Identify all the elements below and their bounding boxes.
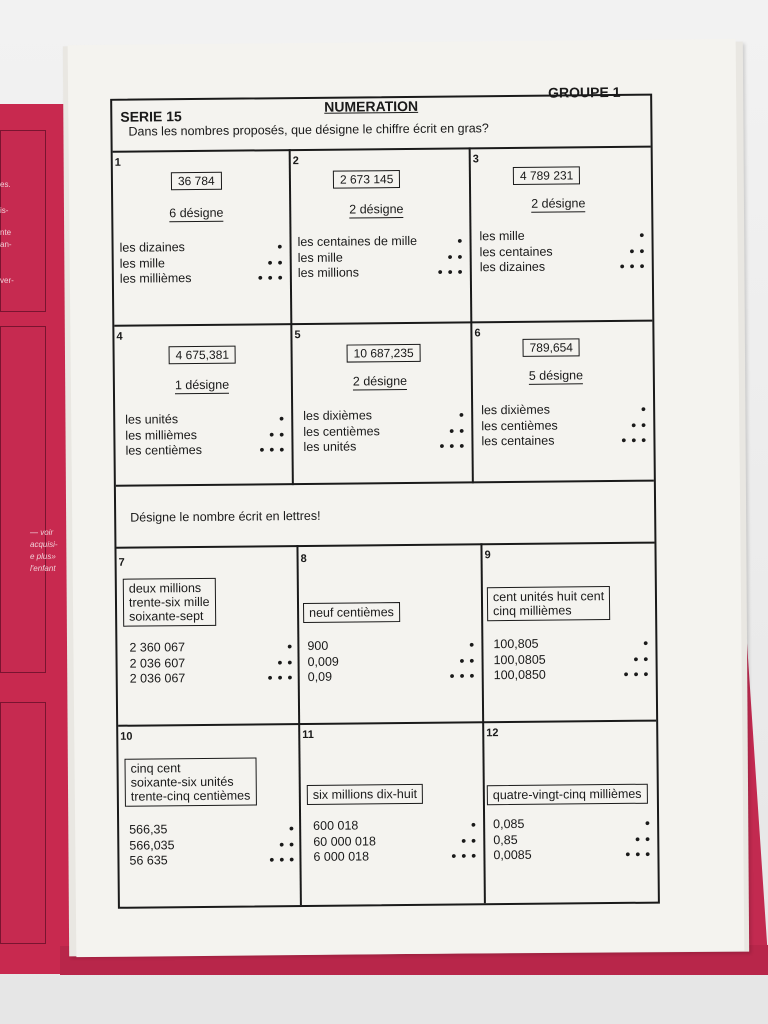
dot-markers [251,411,285,458]
worksheet [68,39,745,957]
two-dot-marker: ● ● [459,654,476,665]
one-dot-marker: ● [640,403,648,414]
dot-markers [429,407,465,454]
one-dot-marker: ● [458,409,466,420]
option-text: les centaines [479,244,553,259]
item-number: 10 [120,730,133,743]
answer-options [313,818,376,865]
item-number: 11 [302,728,314,742]
answer-options [129,640,185,687]
words-box [307,784,423,805]
option-text: 2 360 067 [129,640,186,655]
two-dot-marker: ● ● [267,256,284,267]
designe-label: 2 désigne [349,202,404,217]
item-number: 2 [292,155,299,168]
words-line: quatre-vingt-cinq millièmes [492,786,642,803]
two-dot-marker: ● ● [634,833,652,844]
answer-options [481,403,558,450]
option-text: 100,0850 [493,667,546,683]
option-text: les millions [297,265,360,281]
dot-markers [259,821,295,868]
dot-markers [609,228,645,275]
exercise-cell [482,544,656,722]
words-line: soixante-six unités [130,774,234,790]
option-text: 100,805 [493,636,539,652]
option-text: les unités [125,412,179,427]
option-text: les mille [297,250,343,265]
option-text: 56 635 [129,853,168,868]
dot-markers [250,239,284,286]
exercise-cell [298,545,482,723]
left-page-box [0,326,46,673]
three-dot-marker: ● ● ● [259,444,286,455]
two-dot-marker: ● ● [630,419,648,430]
one-dot-marker: ● [278,413,286,424]
option-text: 100,0805 [493,652,546,667]
designe-label: 2 désigne [352,373,408,389]
number-box: 789,654 [522,338,580,357]
dot-markers [439,637,475,684]
option-text: les centaines de mille [297,233,418,250]
words-line: cent unités huit cent [492,589,605,605]
words-box [487,784,648,806]
question-text: Dans les nombres proposés, que désigne le chiffre écrit en gras? [128,121,489,139]
item-number: 4 [116,330,123,343]
option-text: les unités [303,439,357,454]
exercise-cell [118,725,300,907]
number-box: 10 687,235 [347,344,421,363]
words-line: soixante-sept [129,608,204,624]
one-dot-marker: ● [638,229,646,240]
answer-options [297,234,417,282]
item-number: 3 [472,153,479,166]
exercise-cell [292,323,472,483]
option-text: 2 036 607 [129,655,186,671]
three-dot-marker: ● ● ● [623,668,650,679]
option-text: 0,085 [493,816,525,832]
option-text: 60 000 018 [313,833,376,849]
exercise-cell [291,149,471,323]
one-dot-marker: ● [468,639,476,650]
left-page-fragment: — voir [30,528,54,537]
left-page-fragment: nte [0,228,12,237]
exercise-cell [472,322,654,482]
option-text: 6 000 018 [313,849,370,864]
two-dot-marker: ● ● [448,424,466,436]
groupe-label: GROUPE 1 [548,83,621,101]
option-text: les centièmes [303,423,380,439]
one-dot-marker: ● [288,823,296,834]
answer-options [303,408,380,455]
left-page-fragment: acquisi- [30,540,58,549]
exercise-cell [113,151,291,325]
one-dot-marker: ● [642,637,650,648]
option-text: 900 [307,638,329,653]
item-number: 7 [118,556,125,569]
words-box [123,578,216,627]
three-dot-marker: ● ● ● [619,260,646,271]
two-dot-marker: ● ● [277,656,294,667]
answer-options [125,412,202,459]
dot-markers [429,233,463,280]
dot-markers [441,817,477,864]
number-box: 36 784 [171,172,222,190]
option-text: 566,35 [129,822,168,837]
option-text: 0,85 [493,832,518,847]
one-dot-marker: ● [286,641,294,652]
left-page [0,116,72,946]
answer-options [307,639,339,686]
dot-markers [615,816,651,863]
option-text: les mille [119,255,165,271]
one-dot-marker: ● [277,241,284,252]
designe-label: 5 désigne [528,368,584,383]
one-dot-marker: ● [644,817,652,828]
item-number: 8 [300,552,307,566]
dot-markers [257,639,293,686]
left-page-fragment: e plus» [30,552,56,561]
exercise-cell [116,547,298,725]
three-dot-marker: ● ● ● [451,850,478,861]
option-text: les millièmes [125,427,197,443]
number-box: 4 675,381 [169,346,237,365]
three-dot-marker: ● ● ● [257,272,284,283]
two-dot-marker: ● ● [447,250,464,262]
option-text: les dizaines [119,240,185,255]
words-line: six millions dix-huit [312,786,418,802]
answer-options [120,240,192,287]
words-line: cinq millièmes [493,603,572,619]
words-line: trente-six mille [128,594,210,610]
section2-instruction: Désigne le nombre écrit en lettres! [130,508,321,525]
three-dot-marker: ● ● ● [269,854,296,865]
item-number: 12 [486,727,499,740]
left-page-fragment: l'enfant [30,564,56,573]
three-dot-marker: ● ● ● [621,434,648,445]
left-page-fragment: es. [0,180,11,189]
dot-markers [611,402,647,449]
exercise-cell [471,148,653,322]
option-text: les centièmes [125,442,203,458]
left-page-fragment: is- [0,206,9,215]
item-number: 9 [484,549,491,562]
option-text: les mille [479,228,525,244]
two-dot-marker: ● ● [633,653,650,664]
three-dot-marker: ● ● ● [625,848,652,859]
answer-options [129,822,175,869]
one-dot-marker: ● [470,819,478,830]
words-line: neuf centièmes [309,605,394,620]
number-box: 2 673 145 [333,170,401,189]
words-line: deux millions [128,580,202,596]
answer-options [479,229,552,276]
serie-label: SERIE 15 [120,108,182,125]
words-box [303,602,400,623]
option-text: les centièmes [481,418,558,433]
item-number: 6 [474,327,481,340]
two-dot-marker: ● ● [629,245,646,256]
item-number: 5 [294,329,301,342]
two-dot-marker: ● ● [460,834,478,845]
three-dot-marker: ● ● ● [439,440,466,451]
option-text: 600 018 [313,818,359,833]
three-dot-marker: ● ● ● [437,266,464,277]
answer-options [493,637,546,684]
exercise-cell [114,325,292,485]
words-line: trente-cinq centièmes [130,788,251,804]
words-box [487,586,611,621]
worksheet-frame [110,83,660,909]
option-text: 0,0085 [493,847,532,863]
three-dot-marker: ● ● ● [449,670,476,681]
two-dot-marker: ● ● [268,428,286,439]
designe-label: 6 désigne [169,205,224,221]
designe-label: 2 désigne [531,196,586,211]
dot-markers [613,636,649,683]
option-text: 0,009 [307,654,339,669]
words-line: cinq cent [130,761,181,776]
option-text: les millièmes [119,271,192,286]
option-text: les dizaines [479,259,546,275]
designe-label: 1 désigne [174,377,230,393]
exercise-cell [300,723,484,905]
three-dot-marker: ● ● ● [267,672,294,683]
item-number: 1 [114,156,121,169]
left-page-box [0,702,46,944]
option-text: les centaines [481,433,555,449]
option-text: 2 036 067 [129,671,186,686]
option-text: 0,09 [307,669,333,684]
option-text: les dixièmes [303,408,373,423]
two-dot-marker: ● ● [278,838,296,849]
one-dot-marker: ● [457,235,464,246]
left-page-fragment: an- [0,240,12,249]
worksheet-title: NUMERATION [324,97,419,115]
option-text: les dixièmes [481,402,551,418]
words-box [124,757,256,806]
exercise-cell [484,722,658,904]
answer-options [493,817,532,864]
number-box: 4 789 231 [513,166,581,185]
left-page-fragment: ver- [0,276,14,285]
option-text: 566,035 [129,837,175,853]
